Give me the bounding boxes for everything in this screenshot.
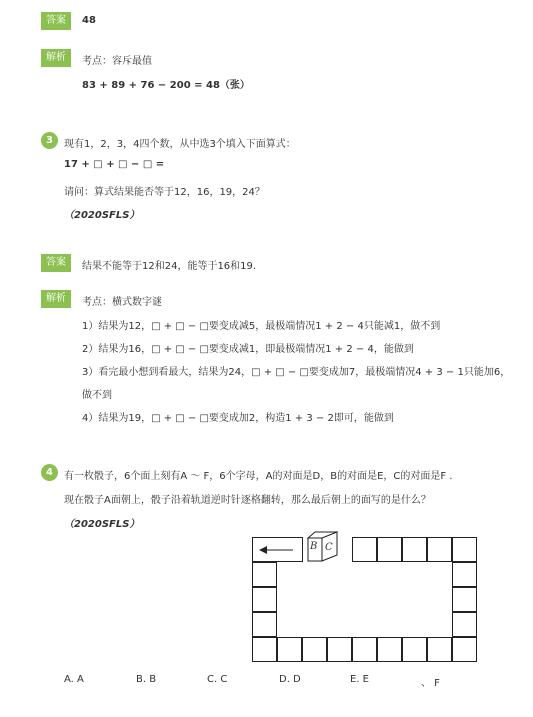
question-stem: 现有1，2，3，4四个数，从中选3个填入下面算式： <box>64 139 296 150</box>
track-cell <box>402 537 427 562</box>
question-source: （2020SFLS） <box>64 519 140 530</box>
dice-face-label: C <box>325 542 333 553</box>
track-cell <box>377 637 402 662</box>
question-ask: 请问：算式结果能否等于12，16，19，24？ <box>64 187 265 198</box>
question-stem-line2: 现在骰子A面朝上，骰子沿着轨道逆时针逐格翻转，那么最后朝上的面写的是什么？ <box>64 495 431 506</box>
analysis-line: 4）结果为19，□ + □ − □要变成加2，构造1 + 3 − 2即可，能做到 <box>82 413 394 424</box>
analysis-tag: 解析 <box>41 49 71 67</box>
analysis-point: 考点：容斥最值 <box>82 56 152 67</box>
track-cell <box>402 637 427 662</box>
answer-tag: 答案 <box>41 12 71 30</box>
track-cell <box>352 537 377 562</box>
track-cell <box>327 637 352 662</box>
track-cell <box>352 637 377 662</box>
analysis-line: 1）结果为12，□ + □ − □要变成减5，最极端情况1 + 2 − 4只能减1，做不到 <box>82 321 441 332</box>
track-cell <box>377 537 402 562</box>
answer-text: 结果不能等于12和24，能等于16和19. <box>82 261 257 272</box>
analysis-line: 3）看完最小想到看最大，结果为24，□ + □ − □要变成加7，最极端情况4 + 3 − 1只能加6， <box>82 367 511 378</box>
dice-track <box>252 537 477 662</box>
track-cell <box>277 637 302 662</box>
question-number-3: 3 <box>41 132 58 149</box>
track-cell <box>452 562 477 587</box>
dice-face-label: B <box>310 541 318 552</box>
question-number-4: 4 <box>41 464 58 481</box>
option-b[interactable]: B. B <box>136 674 157 685</box>
track-cell <box>452 537 477 562</box>
analysis-line: 做不到 <box>82 390 112 401</box>
option-a[interactable]: A. A <box>64 674 84 685</box>
track-cell <box>452 587 477 612</box>
track-cell <box>427 537 452 562</box>
option-c[interactable]: C. C <box>207 674 228 685</box>
option-d[interactable]: D. D <box>279 674 301 685</box>
track-cell <box>252 562 277 587</box>
question-source: （2020SFLS） <box>64 210 140 221</box>
track-cell <box>452 612 477 637</box>
dice-icon <box>306 531 340 563</box>
track-cell <box>252 587 277 612</box>
track-cell <box>302 637 327 662</box>
option-f[interactable]: 、 F <box>421 678 440 689</box>
answer-tag: 答案 <box>41 254 71 272</box>
analysis-line: 2）结果为16，□ + □ − □要变成减1，即最极端情况1 + 2 − 4，能做到 <box>82 344 414 355</box>
option-e[interactable]: E. E <box>350 674 369 685</box>
question-expression: 17 + □ + □ − □ = <box>64 159 165 170</box>
track-cell <box>452 637 477 662</box>
track-cell <box>252 612 277 637</box>
track-cell <box>427 637 452 662</box>
analysis-formula: 83 + 89 + 76 − 200 = 48（张） <box>82 80 250 91</box>
analysis-point: 考点：横式数字谜 <box>82 297 162 308</box>
answer-value: 48 <box>82 15 96 26</box>
track-start-cell <box>252 537 303 562</box>
analysis-tag: 解析 <box>41 290 71 308</box>
arrow-left-icon <box>253 538 302 561</box>
question-stem-line1: 有一枚骰子，6个面上刻有A ～ F，6个字母，A的对面是D，B的对面是E，C的对面是F . <box>64 471 453 482</box>
track-cell <box>252 637 277 662</box>
